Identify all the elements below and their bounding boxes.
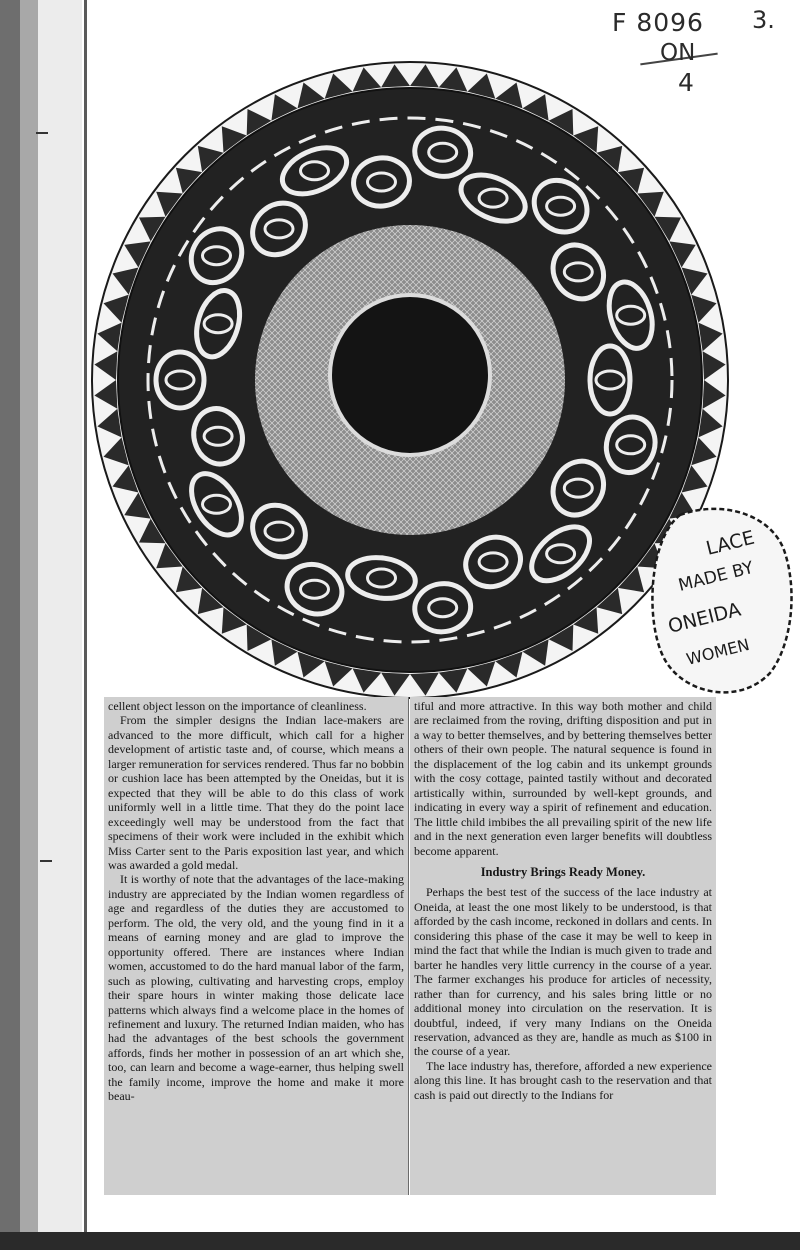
article-paragraph: From the simpler designs the Indian lace-makers are advanced to the more difficult, which call for a higher development of artistic taste and, of course, which means a larger remuneration for services rendered. Thus far no bobbin or cushion lace has been attempted by the Oneidas, but it is expected that they will be able to do this class of work uniformly well in a little time. That they do the point lace exceedingly well may be understood from the fact that specimens of their work were included in the exhibit which Miss Carter sent to the Paris exposition last year, and which was awarded a gold medal. [108, 713, 404, 872]
article-column-left [104, 697, 408, 1195]
label-medallion [652, 509, 791, 692]
scanner-edge-mid [20, 0, 38, 1250]
margin-mark [36, 132, 48, 134]
label-line-3: ONEIDA [665, 598, 744, 638]
scanner-edge-dark [0, 0, 20, 1250]
page-number-handwritten: 3. [752, 6, 775, 34]
center-disk [330, 295, 490, 455]
article-paragraph: The lace industry has, therefore, afforded a new experience along this line. It has brought cash to the reservation and that cash is paid out directly to the Indians for [414, 1058, 712, 1102]
catalog-id-handwritten: F 8096 [612, 8, 704, 37]
article-paragraph: It is worthy of note that the advantages of the lace-making industry are appreciated by the Indian women regardless of age and regardless of the duties they are accustomed to perform. The old, the very old, and the young find in it a means of earning money and are glad to improve the opportunity offered. There are instances where Indian women, accustomed to do the hard manual labor of the farm, such as plowing, cultivating and harvesting crops, employ their spare hours in winter making those delicate lace patterns which always find a welcome place in the homes of refinement and luxury. The returned Indian maiden, who has had the advantages of the best schools the government affords, finds her mother in possession of an art which she, too, can learn and become a wage-earner, thus helping swell the family income, improve the home and make it more beau- [108, 872, 404, 1104]
label-line-2: MADE BY [676, 557, 756, 596]
section-heading: Industry Brings Ready Money. [480, 864, 646, 879]
article-paragraph: Perhaps the best test of the success of the lace industry at Oneida, at least the one most likely to be understood, is that afforded by the cash income, reckoned in dollars and cents. In considering this phase of the case it may be well to keep in mind the fact that while the Indian is much given to trade and barter he handles very little currency in the course of a year. The farmer exchanges his produce for articles of necessity, rather than for currency, and his sales bring little or no additional money into circulation on the reservation. It is doubtful, indeed, if very many Indians on the Oneida reservation, advanced as they are, handle as much as $100 in the course of a year. [414, 885, 712, 1059]
label-line-1: LACE [703, 526, 757, 560]
catalog-number-handwritten: 4 [678, 68, 694, 97]
article-paragraph: cellent object lesson on the importance of cleanliness. [108, 699, 367, 713]
article-column-right [410, 697, 716, 1195]
article-paragraph: tiful and more attractive. In this way both mother and child are reclaimed from the roving, drifting disposition and put in a way to better themselves, and by bettering themselves better others of their own people. The natural sequence is found in the displacement of the log cabin and its unkempt grounds with the cosy cottage, painted tastily without and decorated artistically within, surrounded by well-kept grounds, and indicating in every way a spirit of refinement and education. The little child imbibes the all prevailing spirit of the new life and in the next generation even larger benefits will doubtless become apparent. [414, 699, 712, 858]
scanner-edge-bottom [0, 1232, 800, 1250]
label-line-4: WOMEN [684, 634, 752, 669]
scanner-edge-light [38, 0, 82, 1250]
catalog-sub-handwritten: ON [660, 40, 696, 66]
margin-mark [40, 860, 52, 862]
lace-doily-illustration [80, 45, 800, 700]
